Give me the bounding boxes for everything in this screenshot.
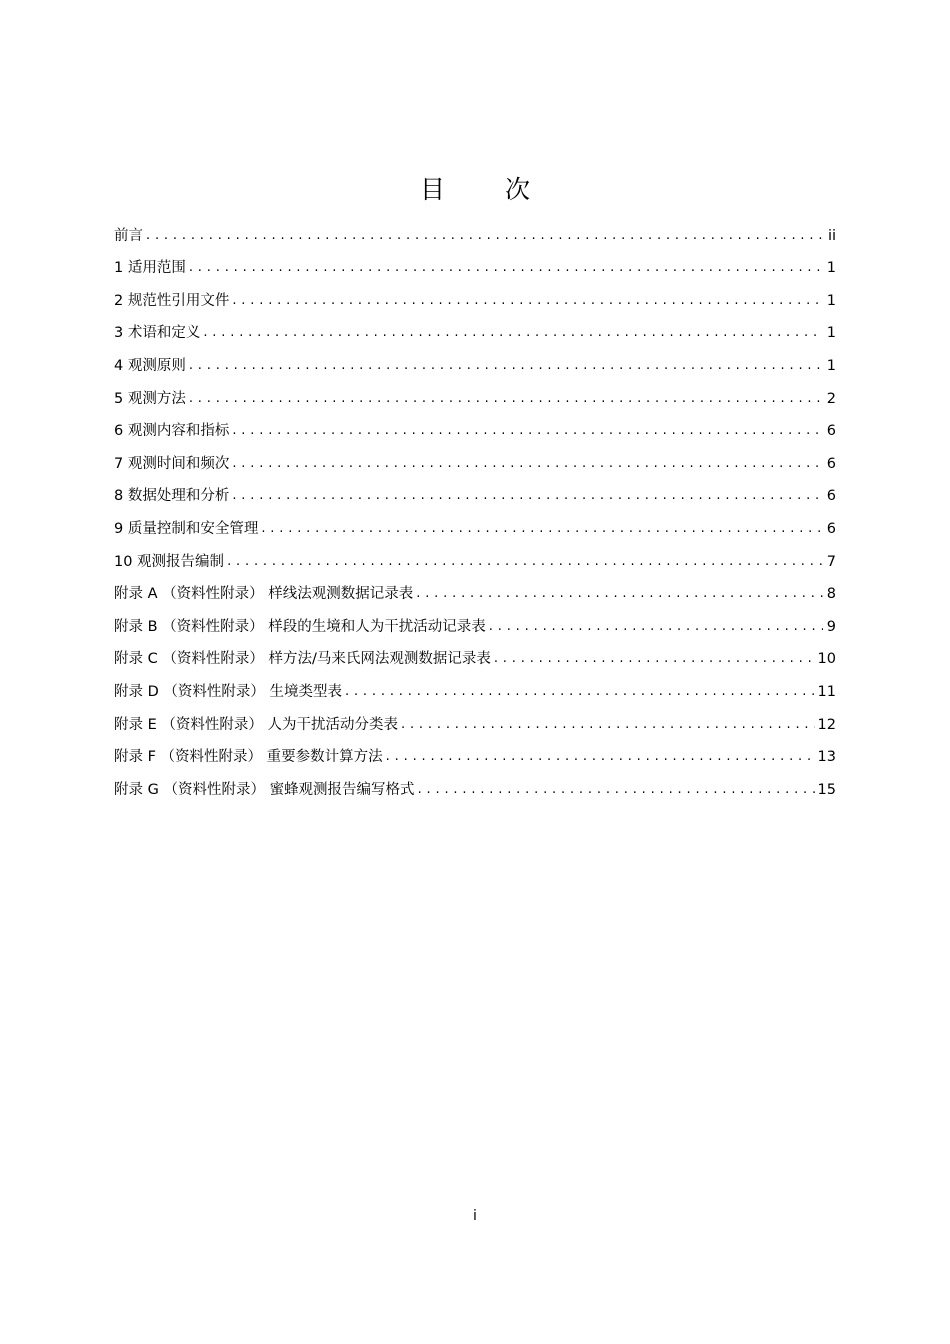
toc-entry[interactable] <box>114 539 836 572</box>
toc-leader-dots <box>203 323 823 343</box>
page-number: i <box>473 1208 477 1224</box>
toc-leader-dots <box>489 617 823 637</box>
toc-entry[interactable] <box>114 669 836 702</box>
toc-leader-dots <box>232 454 823 474</box>
toc-entry[interactable] <box>114 441 836 474</box>
toc-entry-page: 15 <box>817 781 836 798</box>
toc-entry-page: 1 <box>826 292 836 309</box>
toc-entry-label: 附录 A （资料性附录） 样线法观测数据记录表 <box>114 586 414 603</box>
toc-entry-label: 附录 C （资料性附录） 样方法/马来氏网法观测数据记录表 <box>114 651 491 668</box>
toc-entry[interactable] <box>114 474 836 507</box>
toc-leader-dots <box>261 519 823 539</box>
toc-entry-page: 9 <box>826 618 836 635</box>
toc-entry[interactable] <box>114 311 836 344</box>
toc-entry[interactable] <box>114 572 836 605</box>
toc-entry-label: 1 适用范围 <box>114 260 186 277</box>
toc-entry[interactable] <box>114 409 836 442</box>
toc-entry-page: 6 <box>826 423 836 440</box>
toc-leader-dots <box>189 389 823 409</box>
toc-leader-dots <box>232 291 823 311</box>
toc-entry-label: 附录 E （资料性附录） 人为干扰活动分类表 <box>114 716 398 733</box>
toc-entry-page: 1 <box>826 357 836 374</box>
toc-leader-dots <box>345 682 815 702</box>
table-of-contents <box>114 213 836 800</box>
toc-entry[interactable] <box>114 343 836 376</box>
toc-entry-label: 附录 B （资料性附录） 样段的生境和人为干扰活动记录表 <box>114 618 486 635</box>
toc-leader-dots <box>416 584 823 604</box>
toc-entry-label: 附录 F （资料性附录） 重要参数计算方法 <box>114 749 383 766</box>
toc-entry-label: 6 观测内容和指标 <box>114 423 230 440</box>
toc-entry[interactable] <box>114 702 836 735</box>
toc-entry[interactable] <box>114 506 836 539</box>
toc-entry-page: 6 <box>826 488 836 505</box>
toc-leader-dots <box>232 421 823 441</box>
toc-entry-label: 5 观测方法 <box>114 390 186 407</box>
toc-entry[interactable] <box>114 735 836 768</box>
toc-entry[interactable] <box>114 213 836 246</box>
page-title: 目 次 <box>420 175 556 204</box>
toc-entry-label: 10 观测报告编制 <box>114 553 225 570</box>
toc-entry[interactable] <box>114 376 836 409</box>
toc-entry-page: 12 <box>817 716 836 733</box>
toc-entry-label: 附录 D （资料性附录） 生境类型表 <box>114 683 342 700</box>
toc-entry-page: 7 <box>826 553 836 570</box>
toc-entry[interactable] <box>114 767 836 800</box>
toc-leader-dots <box>146 226 823 246</box>
toc-entry-page: 6 <box>826 455 836 472</box>
toc-entry-page: 13 <box>817 749 836 766</box>
toc-entry-page: 2 <box>826 390 836 407</box>
toc-entry[interactable] <box>114 637 836 670</box>
toc-leader-dots <box>189 356 823 376</box>
toc-entry[interactable] <box>114 246 836 279</box>
toc-leader-dots <box>401 715 815 735</box>
toc-entry-label: 7 观测时间和频次 <box>114 455 230 472</box>
toc-entry-page: 8 <box>826 586 836 603</box>
toc-entry[interactable] <box>114 604 836 637</box>
toc-entry-page: 6 <box>826 520 836 537</box>
toc-leader-dots <box>386 747 815 767</box>
toc-entry-label: 前言 <box>114 227 143 244</box>
toc-leader-dots <box>232 486 823 506</box>
toc-leader-dots <box>227 552 823 572</box>
toc-leader-dots <box>418 780 815 800</box>
toc-entry[interactable] <box>114 278 836 311</box>
toc-entry-label: 3 术语和定义 <box>114 325 201 342</box>
toc-leader-dots <box>494 649 815 669</box>
toc-leader-dots <box>189 258 823 278</box>
toc-entry-label: 2 规范性引用文件 <box>114 292 230 309</box>
toc-entry-label: 9 质量控制和安全管理 <box>114 520 259 537</box>
toc-entry-label: 8 数据处理和分析 <box>114 488 230 505</box>
toc-entry-label: 附录 G （资料性附录） 蜜蜂观测报告编写格式 <box>114 781 415 798</box>
toc-entry-label: 4 观测原则 <box>114 357 186 374</box>
toc-entry-page: 10 <box>817 651 836 668</box>
toc-entry-page: ii <box>827 227 836 244</box>
toc-entry-page: 11 <box>817 683 836 700</box>
toc-entry-page: 1 <box>826 325 836 342</box>
toc-entry-page: 1 <box>826 260 836 277</box>
